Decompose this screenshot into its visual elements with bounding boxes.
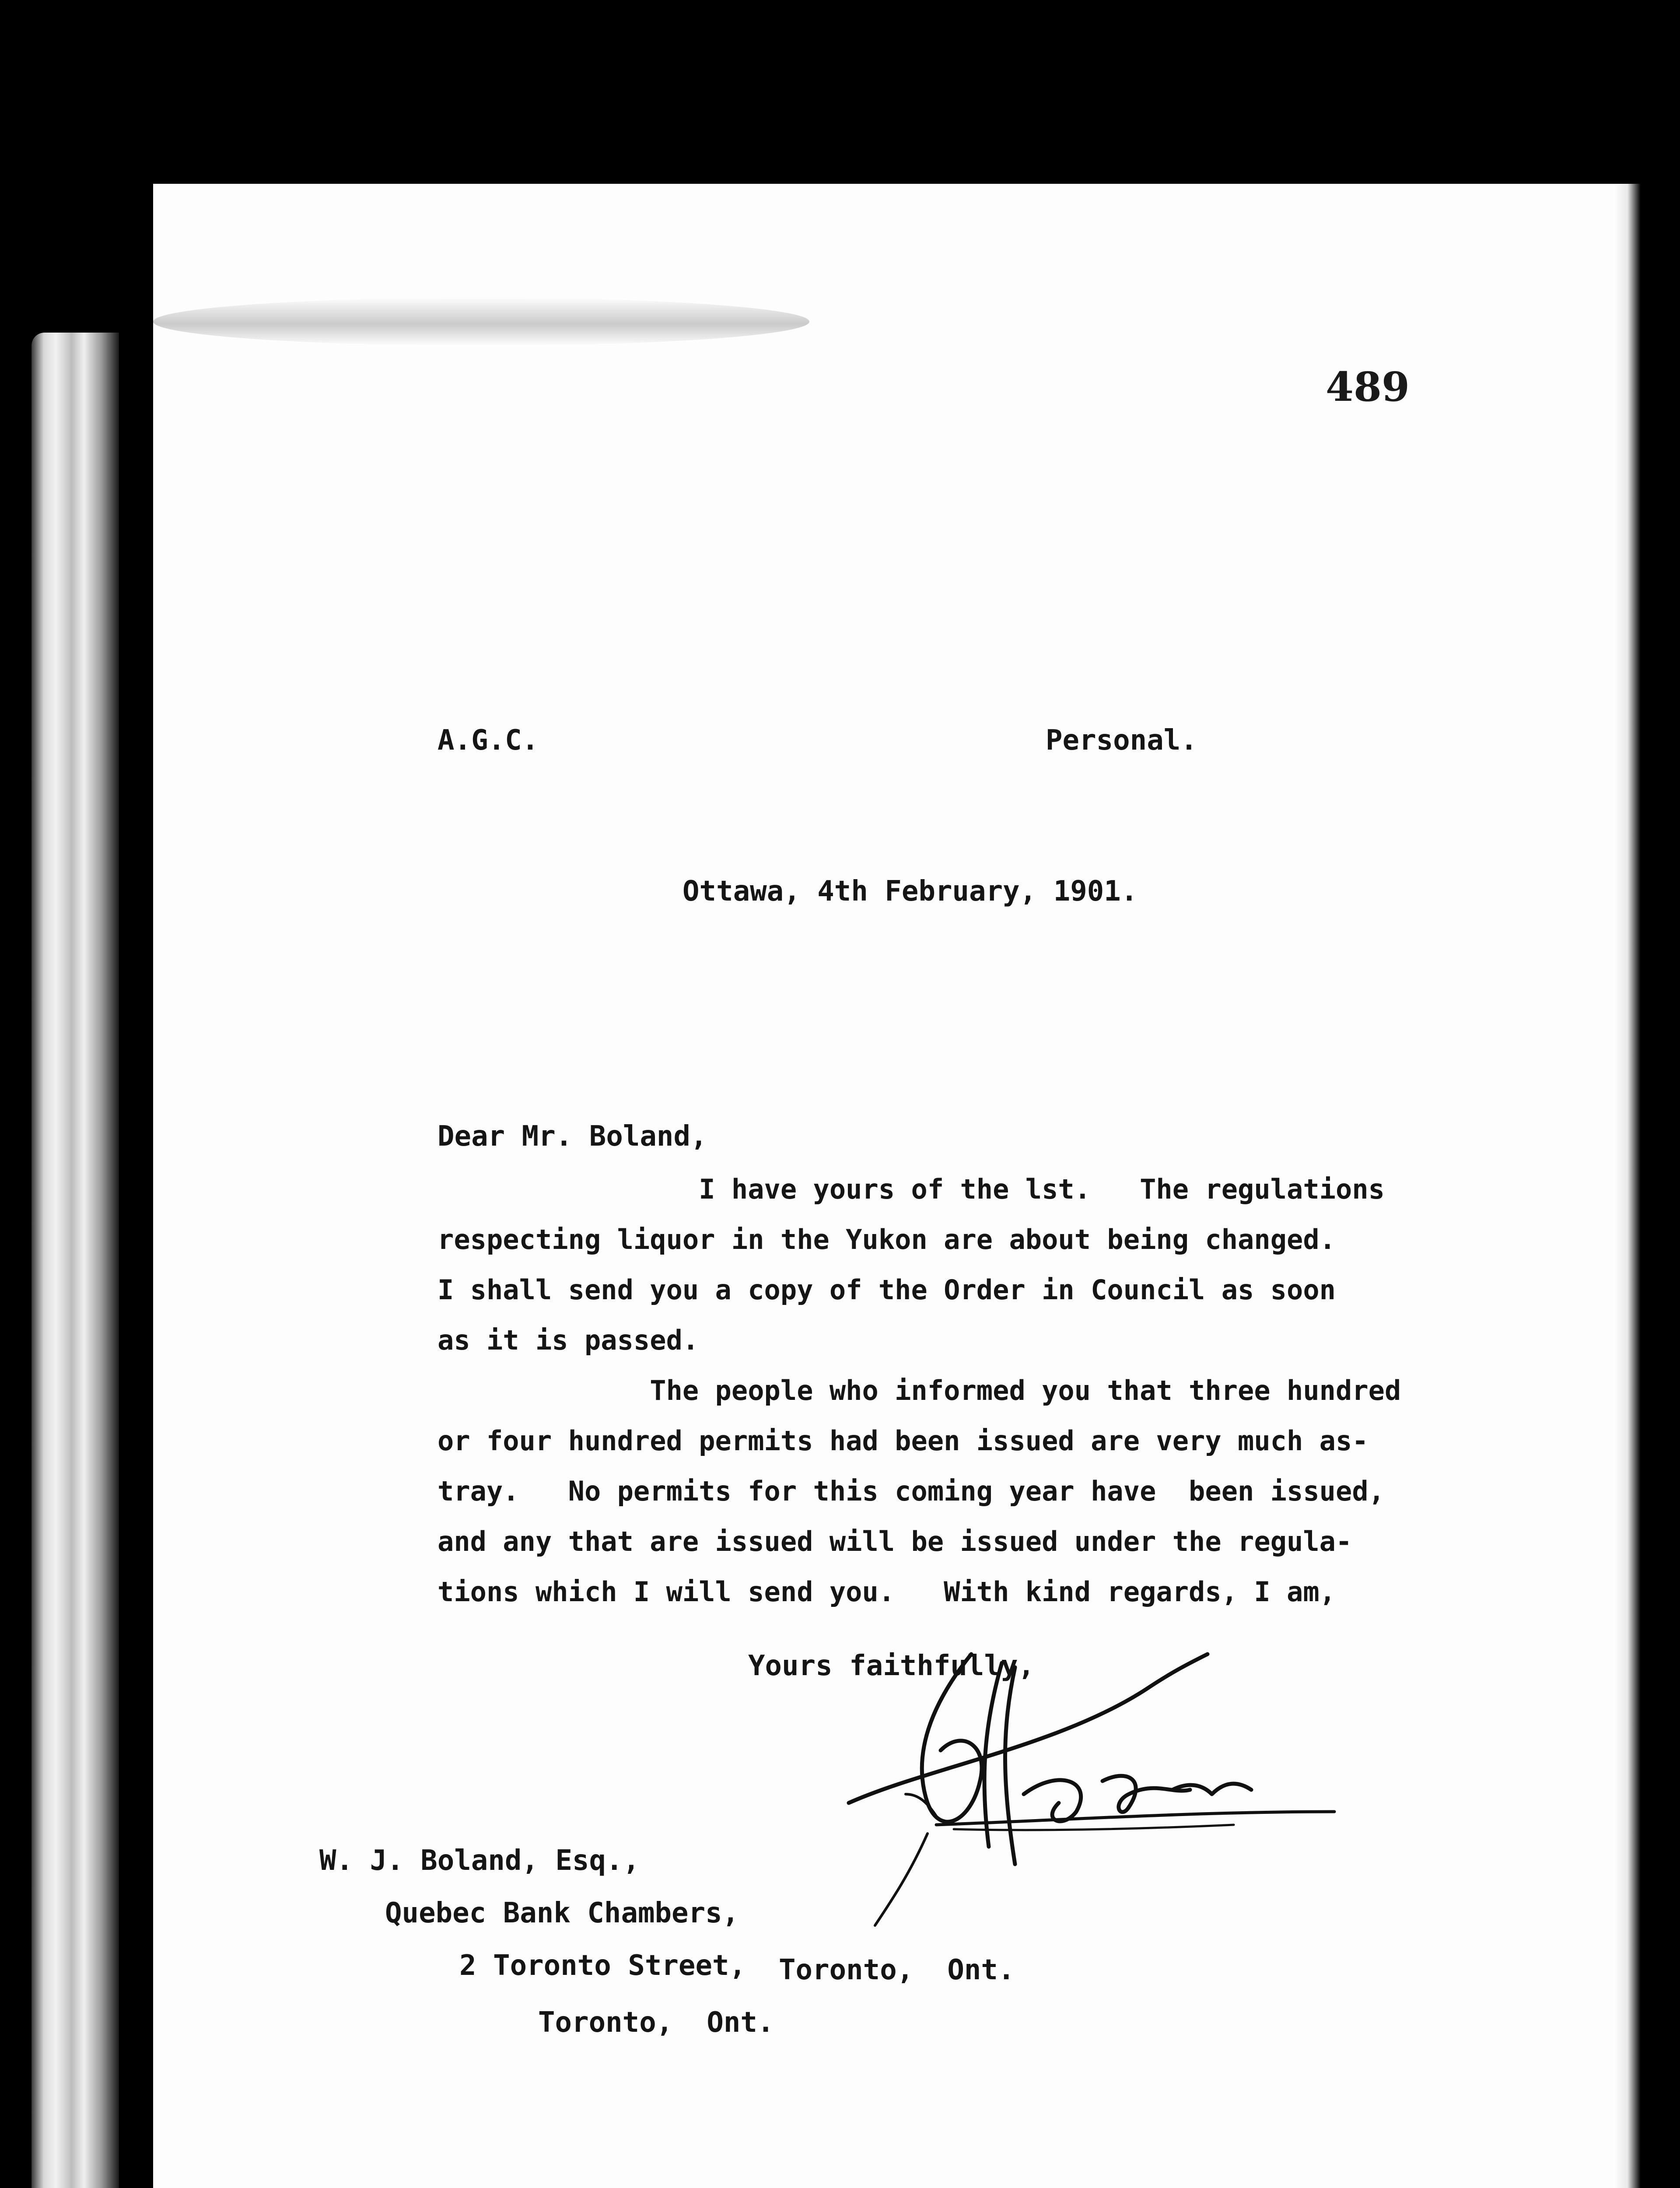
page-number: 489: [1326, 363, 1410, 410]
body-line: tray. No permits for this coming year have been issued,: [438, 1475, 1385, 1507]
address-city: Toronto, Ont.: [538, 2006, 774, 2039]
page-right-edge: [1614, 184, 1641, 2188]
header-right: Personal.: [1046, 724, 1197, 757]
body-line: as it is passed.: [438, 1324, 699, 1356]
binding-edge: [32, 333, 119, 2188]
address-name: W. J. Boland, Esq.,: [319, 1844, 640, 1877]
body-line: tions which I will send you. With kind regards, I am,: [438, 1576, 1336, 1608]
header-left: A.G.C.: [438, 724, 539, 757]
page-fold: [153, 298, 809, 346]
body-line: respecting liquor in the Yukon are about being changed.: [438, 1224, 1336, 1255]
body-line: The people who informed you that three hundred: [438, 1375, 1401, 1406]
body-line: I shall send you a copy of the Order in Council as soon: [438, 1274, 1336, 1306]
address-building: Quebec Bank Chambers,: [385, 1897, 739, 1929]
closing: Yours faithfully,: [748, 1650, 1035, 1682]
letter-body: [438, 1164, 1401, 1617]
salutation: Dear Mr. Boland,: [438, 1120, 707, 1153]
body-line: and any that are issued will be issued under the regula-: [438, 1525, 1352, 1557]
body-line: I have yours of the lst. The regulations: [438, 1173, 1385, 1205]
address-city-annotation: Toronto, Ont.: [779, 1954, 1015, 1986]
body-line: or four hundred permits had been issued are very much as-: [438, 1425, 1368, 1457]
signature: [796, 1637, 1343, 1943]
address-street: 2 Toronto Street,: [459, 1950, 746, 1982]
date-line: Ottawa, 4th February, 1901.: [682, 875, 1138, 908]
